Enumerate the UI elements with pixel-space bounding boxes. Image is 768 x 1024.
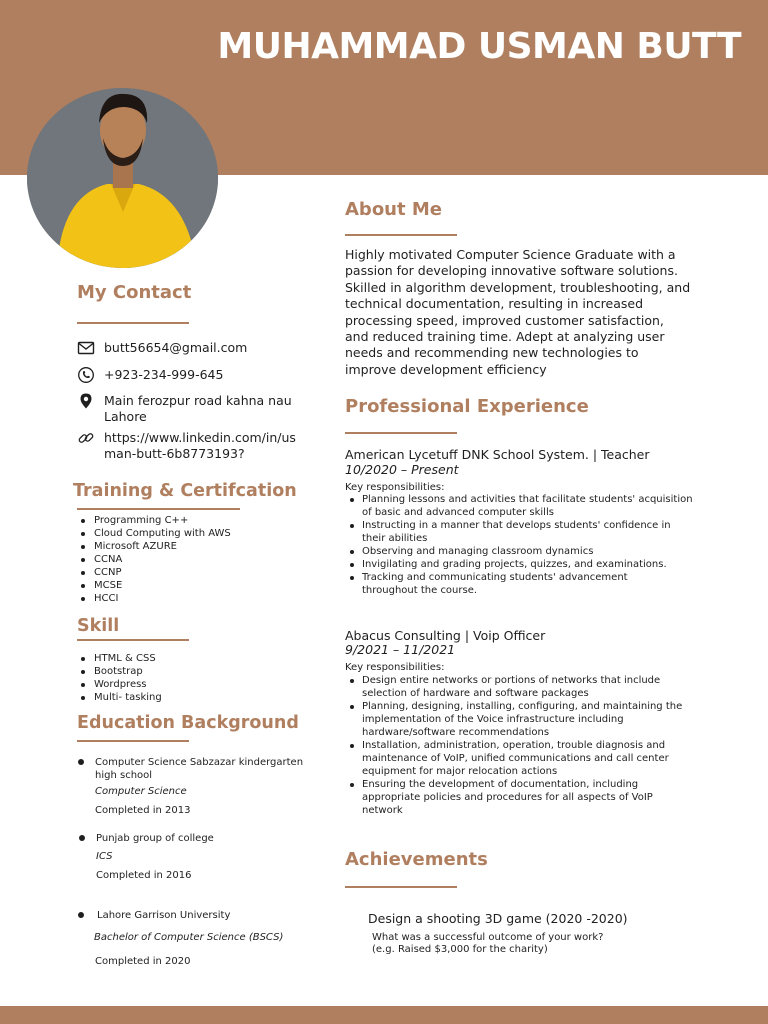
- job-dates: 10/2020 – Present: [345, 462, 459, 477]
- line: Instructing in a manner that develops students' confidence in: [362, 520, 671, 531]
- about-rule: [345, 234, 457, 236]
- about-line: Skilled in algorithm development, troubleshooting, and: [345, 279, 691, 295]
- list-item: Microsoft AZURE: [77, 540, 231, 553]
- linkedin-text[interactable]: [104, 430, 296, 462]
- list-item: [345, 558, 707, 571]
- line: Design entire networks or portions of networks that include: [362, 675, 661, 686]
- list-item: [345, 493, 707, 519]
- line: Ensuring the development of documentation, including: [362, 779, 639, 790]
- candidate-name: MUHAMMAD USMAN BUTT: [217, 26, 741, 67]
- contact-rule: [77, 322, 189, 324]
- list-item: [345, 700, 707, 739]
- about-line: processing speed, improved customer satisfaction,: [345, 312, 664, 328]
- list-item: [345, 545, 707, 558]
- line: throughout the course.: [362, 585, 478, 596]
- key-responsibilities-label: Key responsibilities:: [345, 662, 445, 673]
- line: Tracking and communicating students' advancement: [362, 572, 628, 583]
- experience-rule: [345, 432, 457, 434]
- skill-title: Skill: [77, 616, 120, 636]
- edu-completed: Completed in 2016: [96, 870, 192, 881]
- list-item: Wordpress: [77, 678, 162, 691]
- footer-band: [0, 1006, 768, 1024]
- list-item: HTML & CSS: [77, 652, 162, 665]
- edu-school: Lahore Garrison University: [97, 910, 231, 921]
- bullet-dot: [78, 759, 84, 765]
- contact-linkedin[interactable]: [77, 430, 296, 462]
- skill-list: [77, 652, 162, 704]
- phone-text: +923-234-999-645: [104, 367, 224, 382]
- about-line: improve development efficiency: [345, 361, 547, 377]
- location-pin-icon: [77, 392, 95, 410]
- experience-title: Professional Experience: [345, 396, 589, 417]
- list-item: [345, 519, 707, 545]
- edu-school: Computer Science Sabzazar kindergarten: [95, 757, 304, 768]
- about-line: and reduced training time. Adept at analyzing user: [345, 329, 665, 345]
- list-item: CCNP: [77, 566, 231, 579]
- edu-field: Bachelor of Computer Science (BSCS): [94, 932, 284, 943]
- envelope-icon: [77, 339, 95, 357]
- key-responsibilities-label: Key responsibilities:: [345, 482, 445, 493]
- job-title: Abacus Consulting | Voip Officer: [345, 628, 546, 643]
- list-item: Programming C++: [77, 514, 231, 527]
- achievement-line: (e.g. Raised $3,000 for the charity): [372, 944, 548, 955]
- list-item: [345, 571, 707, 597]
- line: Invigilating and grading projects, quizzes, and examinations.: [362, 559, 667, 570]
- achievements-rule: [345, 886, 457, 888]
- list-item: [345, 778, 707, 817]
- line: hardware/software recommendations: [362, 727, 550, 738]
- line: of basic and advanced computer skills: [362, 507, 554, 518]
- line: Installation, administration, operation, trouble diagnosis and: [362, 740, 666, 751]
- job-title: American Lycetuff DNK School System. | Teacher: [345, 447, 650, 462]
- list-item: [345, 739, 707, 778]
- list-item: Multi- tasking: [77, 691, 162, 704]
- linkedin-line-2: man-butt-6b8773193?: [104, 446, 245, 461]
- contact-phone[interactable]: [77, 367, 223, 384]
- bullet-dot: [78, 912, 84, 918]
- line: equipment for major relocation actions: [362, 766, 558, 777]
- job-dates: 9/2021 – 11/2021: [345, 642, 456, 657]
- line: their abilities: [362, 533, 428, 544]
- line: selection of hardware and software packages: [362, 688, 589, 699]
- job-responsibilities: [345, 674, 707, 817]
- achievement-line: What was a successful outcome of your work?: [372, 932, 604, 943]
- line: maintenance of VoIP, unified communications and call center: [362, 753, 669, 764]
- training-list: [77, 514, 231, 605]
- list-item: CCNA: [77, 553, 231, 566]
- address-text: [104, 393, 292, 425]
- achievement-item-title: Design a shooting 3D game (2020 -2020): [368, 911, 628, 926]
- list-item: Cloud Computing with AWS: [77, 527, 231, 540]
- profile-photo: [27, 88, 218, 268]
- linkedin-line-1: https://www.linkedin.com/in/us: [104, 430, 296, 445]
- about-text: [345, 247, 705, 378]
- address-line-2: Lahore: [104, 409, 147, 424]
- list-item: MCSE: [77, 579, 231, 592]
- line: Observing and managing classroom dynamics: [362, 546, 594, 557]
- phone-icon: [77, 366, 95, 384]
- address-line-1: Main ferozpur road kahna nau: [104, 393, 292, 408]
- bullet-dot: [79, 835, 85, 841]
- about-line: passion for developing innovative software solutions.: [345, 263, 678, 279]
- line: implementation of the Voice infrastructure including: [362, 714, 624, 725]
- line: Planning, designing, installing, configuring, and maintaining the: [362, 701, 683, 712]
- edu-school: Punjab group of college: [96, 833, 214, 844]
- edu-field: Computer Science: [95, 786, 187, 797]
- edu-field: ICS: [96, 851, 113, 862]
- link-icon: [77, 429, 95, 447]
- edu-completed: Completed in 2020: [95, 956, 191, 967]
- about-line: Highly motivated Computer Science Graduate with a: [345, 247, 676, 262]
- training-rule: [77, 508, 240, 510]
- list-item: HCCI: [77, 592, 231, 605]
- edu-school: high school: [95, 770, 153, 781]
- email-text: butt56654@gmail.com: [104, 340, 248, 355]
- line: Planning lessons and activities that facilitate students' acquisition: [362, 494, 693, 505]
- job-responsibilities: [345, 493, 707, 597]
- list-item: [345, 674, 707, 700]
- contact-email[interactable]: [77, 340, 247, 357]
- education-title: Education Background: [77, 713, 299, 733]
- about-line: needs and recommending new technologies to: [345, 345, 639, 361]
- contact-title: My Contact: [77, 282, 192, 303]
- list-item: Bootstrap: [77, 665, 162, 678]
- about-line: technical documentation, resulting in increased: [345, 296, 644, 312]
- skill-rule: [77, 639, 189, 641]
- education-rule: [77, 740, 189, 742]
- achievements-title: Achievements: [345, 849, 488, 870]
- line: network: [362, 805, 403, 816]
- contact-address: [77, 393, 292, 425]
- training-title: Training & Certifcation: [73, 481, 297, 501]
- about-title: About Me: [345, 199, 442, 220]
- edu-completed: Completed in 2013: [95, 805, 191, 816]
- line: appropriate policies and procedures for all aspects of VoIP: [362, 792, 653, 803]
